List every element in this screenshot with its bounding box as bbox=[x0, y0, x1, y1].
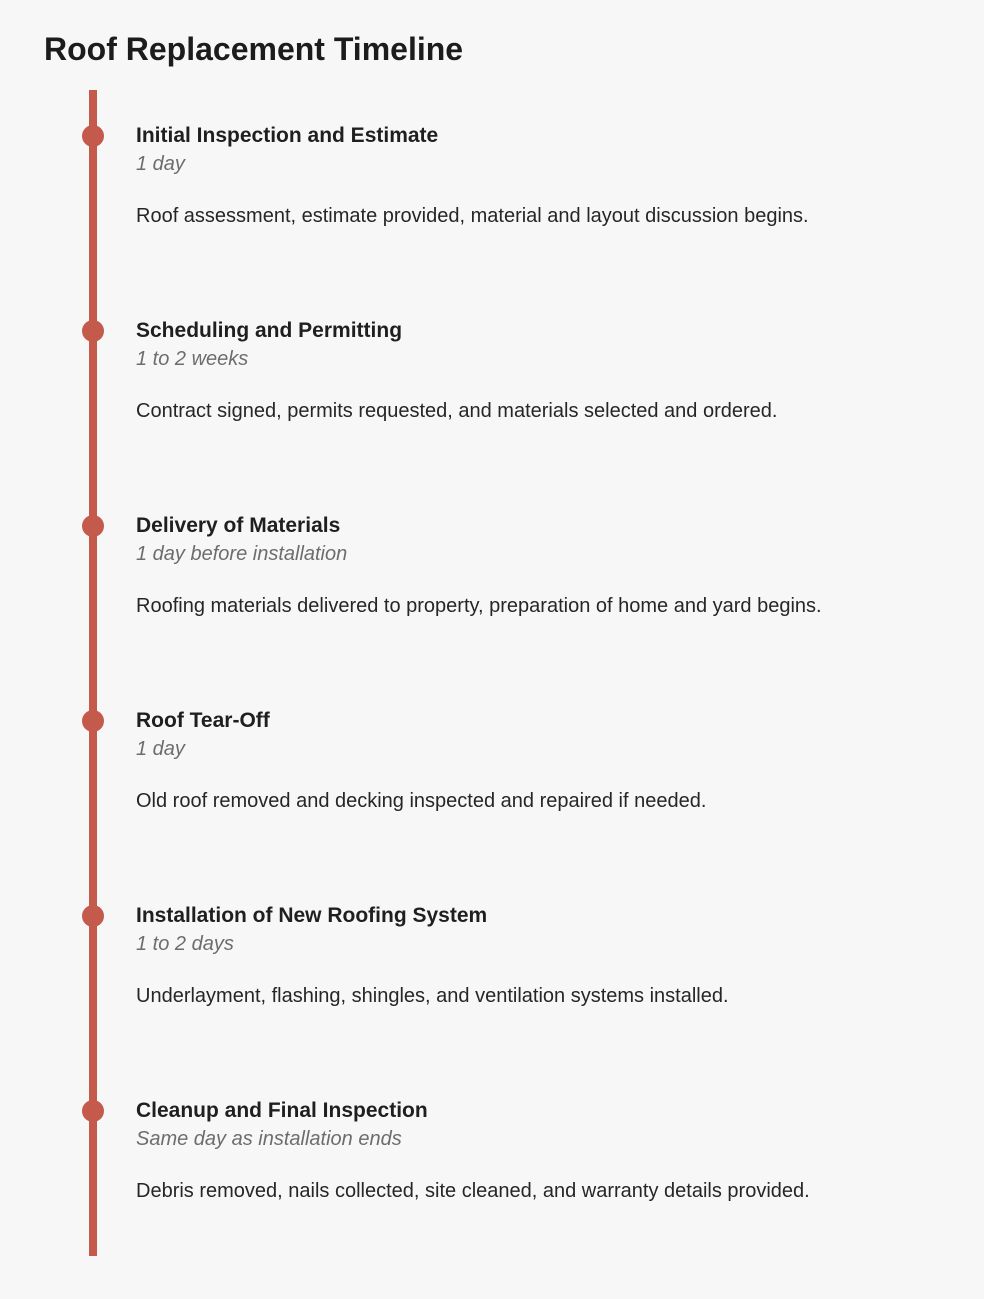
milestone-description: Roofing materials delivered to property, preparation of home and yard begins. bbox=[136, 595, 822, 617]
timeline bbox=[0, 90, 984, 1256]
milestone-title: Scheduling and Permitting bbox=[136, 319, 403, 342]
timeline-item-initial-inspection bbox=[0, 123, 984, 230]
timeline-item-installation-new-roofing bbox=[0, 903, 984, 1010]
timeline-dot bbox=[82, 1100, 104, 1122]
milestone-duration: Same day as installation ends bbox=[136, 1128, 402, 1150]
milestone-description: Roof assessment, estimate provided, material and layout discussion begins. bbox=[136, 205, 809, 227]
milestone-title: Delivery of Materials bbox=[136, 514, 341, 537]
milestone-title: Installation of New Roofing System bbox=[136, 904, 488, 927]
milestone-description: Debris removed, nails collected, site cleaned, and warranty details provided. bbox=[136, 1180, 810, 1202]
milestone-title: Roof Tear-Off bbox=[136, 709, 270, 732]
milestone-title: Initial Inspection and Estimate bbox=[136, 124, 439, 147]
milestone-description: Underlayment, flashing, shingles, and ventilation systems installed. bbox=[136, 985, 729, 1007]
milestone-duration: 1 day bbox=[136, 738, 185, 760]
timeline-dot bbox=[82, 905, 104, 927]
timeline-dot bbox=[82, 320, 104, 342]
timeline-line bbox=[89, 90, 97, 1256]
timeline-item-delivery-of-materials bbox=[0, 513, 984, 620]
milestone-description: Old roof removed and decking inspected and repaired if needed. bbox=[136, 790, 707, 812]
timeline-dot bbox=[82, 710, 104, 732]
milestone-duration: 1 day before installation bbox=[136, 543, 348, 565]
milestone-duration: 1 day bbox=[136, 153, 185, 175]
timeline-dot bbox=[82, 125, 104, 147]
milestone-description: Contract signed, permits requested, and materials selected and ordered. bbox=[136, 400, 778, 422]
timeline-item-scheduling-permitting bbox=[0, 318, 984, 425]
timeline-item-cleanup-final-inspection bbox=[0, 1098, 984, 1205]
milestone-duration: 1 to 2 days bbox=[136, 933, 234, 955]
timeline-item-roof-tear-off bbox=[0, 708, 984, 815]
milestone-duration: 1 to 2 weeks bbox=[136, 348, 249, 370]
timeline-dot bbox=[82, 515, 104, 537]
milestone-title: Cleanup and Final Inspection bbox=[136, 1099, 428, 1122]
page-title: Roof Replacement Timeline bbox=[44, 31, 464, 67]
